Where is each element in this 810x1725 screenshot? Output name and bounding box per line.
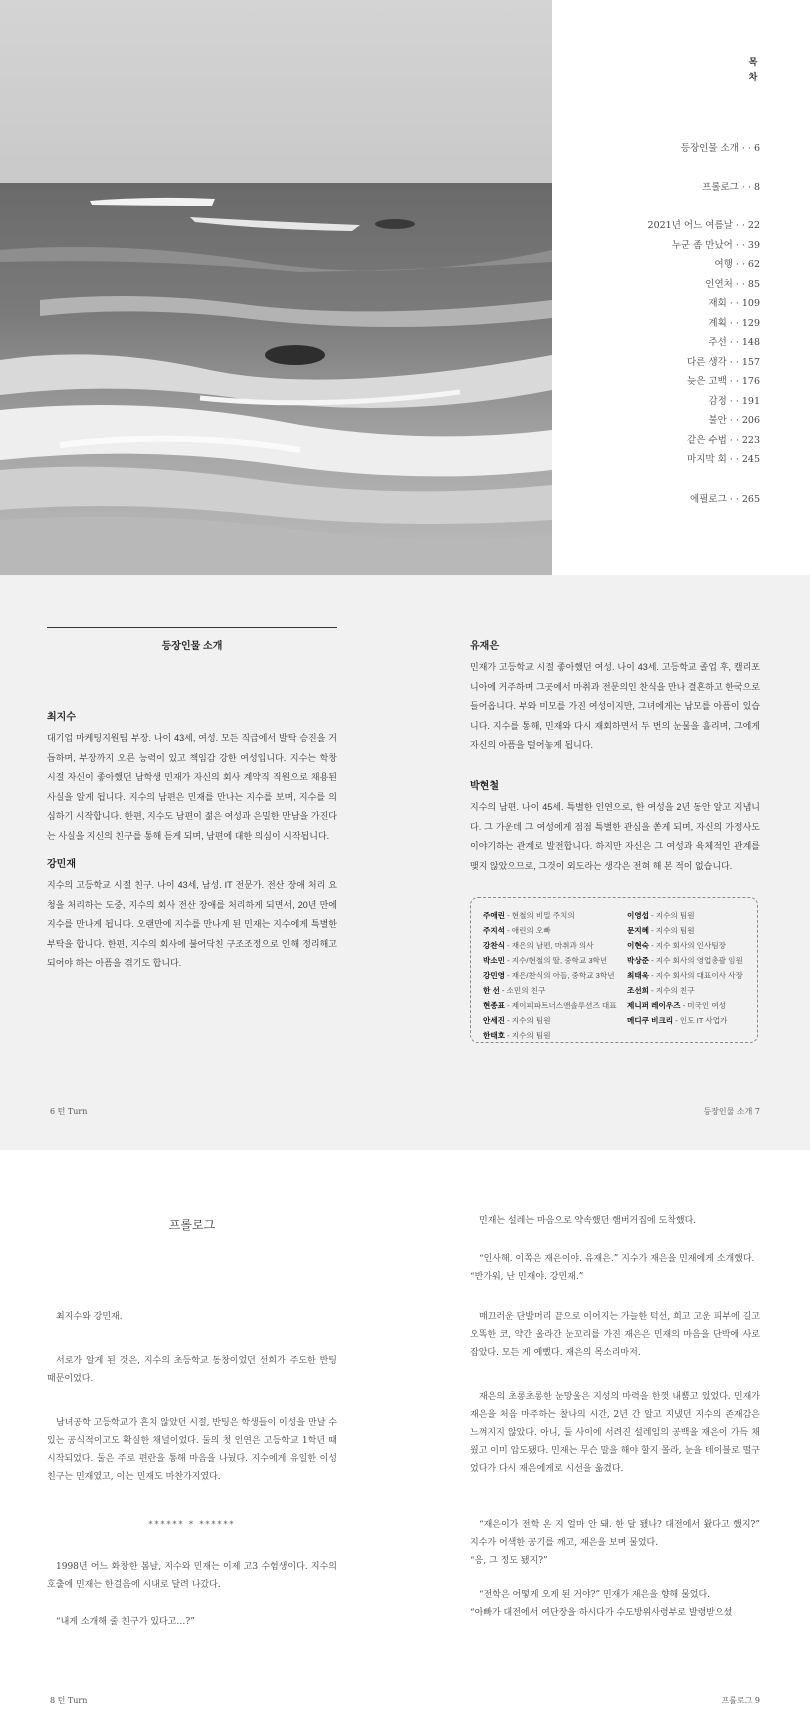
toc-item[interactable]: 같은 수법 · · 223 [687, 434, 760, 446]
paragraph: 최지수와 강민재. [56, 1312, 123, 1322]
page-number-left: 6 턴 Turn [50, 1107, 88, 1116]
paragraph: 매끄러운 단발머리 끝으로 이어지는 가늘한 턱선, 희고 고운 피부에 길고 오똑한 코, 약간 올라간 눈꼬리를 가진 재은은 민재의 마음을 단박에 사로잡았다. 모든 게 예뻤다. 재은의 목소리마저. [470, 1312, 760, 1358]
minor-cast-entry: 조선희 - 지수의 친구 [627, 986, 695, 995]
paragraph: “재은이가 전학 온 지 얼마 안 돼. 한 달 됐나? 대전에서 왔다고 했지?” 지수가 어색한 공기를 깨고, 재은을 보며 물었다. “응, 그 정도 됐지?” [470, 1520, 760, 1566]
character-name: 박현철 [470, 781, 499, 792]
toc-title-line1: 목 [748, 58, 758, 68]
toc-item[interactable]: 늦은 고백 · · 176 [687, 376, 760, 387]
paragraph: “전학은 어떻게 오게 된 거야?” 민재가 재은을 향해 물었다. “아빠가 대전에서 여단장을 하시다가 수도방위사령부로 발령받으셨 [470, 1590, 733, 1618]
toc-item[interactable]: 재회 · · 109 [708, 298, 760, 309]
table-of-contents [552, 0, 810, 575]
toc-item[interactable]: 2021년 어느 여름날 · · 22 [647, 220, 760, 231]
character-block [47, 855, 337, 974]
toc-item[interactable]: 마지막 회 · · 245 [687, 454, 760, 465]
character-block [470, 637, 760, 756]
toc-item[interactable]: 에필로그 · · 265 [690, 493, 760, 505]
minor-cast-entry: 강민영 - 재은/찬식의 아들, 중학교 3학년 [483, 971, 615, 980]
toc-item[interactable]: 불안 · · 206 [708, 415, 760, 426]
character-description: 대기업 마케팅지원팀 부장. 나이 43세, 여성. 모든 직급에서 발탁 승진을 거듭하며, 부장까지 오른 능력이 있고 책임감 강한 여성입니다. 지수는 학창 시절 자신이 좋아했던 남학생 민재가 자신의 회사 계약직 직원으로 채용된 사실을 알게 됩니다. 지수의 남편은 민재를 만나는 지수를 보며, 지수를 의심하기 시작합니다. 한편, 지수도 남편이 젊은 여성과 은밀한 만남을 가진다는 사실을 지신의 친구를 통해 듣게 되며, 남편에 대한 의심이 시작됩니다. [47, 733, 337, 841]
page-number-right: 프롤로그 9 [721, 1696, 760, 1705]
toc-item[interactable]: 인연처 · · 85 [705, 278, 760, 290]
paragraph: 서로가 알게 된 것은, 지수의 초등학교 동창이었던 선희가 주도한 반팅 때문이었다. [47, 1356, 337, 1384]
paragraph: 남녀공학 고등학교가 흔치 않았던 시절, 반팅은 학생들이 이성을 만날 수 있는 공식적이고도 확실한 채널이었다. 둘의 첫 인연은 고등학교 1학년 때 시작되었다. 둘은 주로 편란을 통해 마음을 나눴다. 지수에게 유일한 이성 친구는 민재였고, 이는 민재도 마찬가지였다. [47, 1418, 337, 1482]
minor-cast-box [470, 897, 758, 1043]
toc-item[interactable]: 등장인물 소개 · · 6 [680, 143, 760, 154]
minor-cast-entry: 한 선 - 소민의 친구 [483, 986, 546, 995]
paragraph: “인사해. 이쪽은 재은이야. 유재은.” 지수가 재은을 민재에게 소개했다. “반가워, 난 민재야. 강민재.” [470, 1254, 755, 1282]
minor-cast-entry: 강찬식 - 재은의 남편, 마취과 의사 [483, 941, 594, 950]
chapter-title: 프롤로그 [168, 1218, 216, 1232]
toc-spread [0, 0, 810, 575]
paragraph: 민재는 설레는 마음으로 약속했던 햄버거집에 도착했다. [479, 1216, 697, 1226]
character-block [47, 708, 337, 846]
character-description: 지수의 남편. 나이 45세. 특별한 인연으로, 한 여성을 2년 동안 알고 지냅니다. 그 가운데 그 여성에게 점점 특별한 관심을 쏟게 되며, 자신의 가정사도 이야기하는 관계로 발전합니다. 하지만 자신은 그 여성과 육체적인 관계를 맺지 않았으므로, 그것이 외도라는 생각은 전혀 해 본 적이 없습니다. [470, 802, 760, 871]
character-block [470, 777, 760, 876]
toc-item[interactable]: 주선 · · 148 [708, 337, 760, 348]
minor-cast-entry: 최태욱 - 지수 회사의 대표이사 사장 [627, 971, 743, 980]
character-description: 지수의 고등학교 시절 친구. 나이 43세, 남성. IT 전문가. 전산 장애 처리 요청을 처리하는 도중, 지수의 회사 전산 장애를 처리하게 되면서, 20년 만에 지수를 만나게 됩니다. 오랜만에 지수를 만나게 된 민재는 지수에게 특별한 부탁을 합니다. 한편, 지수의 회사에 불어닥친 구조조정으로 인해 정리해고되어야 하는 아픔을 겪기도 합니다. [47, 880, 337, 968]
paragraph: 1998년 어느 화창한 봄날, 지수와 민재는 이제 고3 수험생이다. 지수의 호출에 민재는 한걸음에 시내로 달려 나갔다. [47, 1562, 337, 1590]
toc-title [746, 56, 760, 86]
character-description: 민재가 고등학교 시절 좋아했던 여성. 나이 43세. 고등학교 졸업 후, 캘리포니아에 거주하며 그곳에서 마취과 전문의인 찬식을 만나 결혼하고 한국으로 들어옵니다. 부와 미모를 가진 여성이지만, 그녀에게는 남모를 아픔이 있습니다. 지수를 통해, 민재와 다시 재회하면서 두 번의 눈물을 흘리며, 그에게 자신의 아픔을 털어놓게 됩니다. [470, 662, 760, 750]
minor-cast-entry: 제니퍼 레이우즈 - 미국인 여성 [627, 1001, 727, 1010]
character-name: 유재은 [470, 641, 499, 652]
minor-cast-entry: 박상준 - 지수 회사의 영업총괄 임원 [627, 956, 743, 965]
toc-item[interactable]: 여행 · · 62 [714, 259, 760, 270]
minor-cast-entry: 주애린 - 현철의 비밀 주치의 [483, 911, 575, 920]
section-separator: ****** * ****** [148, 1520, 236, 1529]
minor-cast-entry: 박소민 - 지수/현철의 딸, 중학교 3학년 [483, 956, 608, 965]
toc-item[interactable]: 프롤로그 · · 8 [702, 181, 760, 193]
page-number-left: 8 턴 Turn [50, 1696, 88, 1705]
page-number-right: 등장인물 소개 7 [703, 1107, 760, 1116]
toc-item[interactable]: 계획 · · 129 [708, 317, 760, 329]
minor-cast-entry: 문지혜 - 지수의 팀원 [627, 926, 695, 935]
character-name: 최지수 [47, 712, 76, 723]
minor-cast-entry: 메디쿠 비크리 - 인도 IT 사업가 [627, 1016, 728, 1025]
paragraph: 재은의 초롱초롱한 눈망울은 지성의 마력을 한껏 내뿜고 있었다. 민재가 재은을 처음 마주하는 찰나의 시간, 2년 간 알고 지냈던 지수의 존재감은 느껴지지 않았다. 아니, 둘 사이에 서려진 설레임의 공백을 재은이 가득 채웠고 이미 압도됐다. 민재는 무슨 말을 해야 할지 몰라, 눈을 테이블로 떨구었다가 다시 재은에게로 시선을 옮겼다. [470, 1392, 760, 1474]
character-name: 강민재 [47, 859, 76, 870]
toc-item[interactable]: 감정 · · 191 [708, 395, 760, 407]
cast-spread [0, 575, 810, 1150]
cast-page-title: 등장인물 소개 [161, 641, 223, 652]
prologue-spread [0, 1150, 810, 1725]
sea-photo-graphic [0, 0, 552, 575]
minor-cast-entry: 이현숙 - 지수 회사의 인사팀장 [627, 941, 727, 950]
toc-list [648, 139, 760, 509]
minor-cast-entry: 주지석 - 애린의 오빠 [483, 926, 551, 935]
paragraph: “내게 소개해 줄 친구가 있다고…?” [56, 1617, 195, 1627]
header-rule [47, 627, 337, 628]
minor-cast-entry: 안세진 - 지수의 팀원 [483, 1016, 551, 1025]
minor-cast-entry: 한태호 - 지수의 팀원 [483, 1031, 551, 1040]
toc-item[interactable]: 다른 생각 · · 157 [687, 356, 760, 368]
sea-photo [0, 0, 552, 575]
minor-cast-entry: 이영섭 - 지수의 팀원 [627, 911, 695, 920]
toc-title-line2: 차 [748, 73, 758, 83]
toc-item[interactable]: 누군 좀 만났어 · · 39 [671, 239, 760, 251]
minor-cast-entry: 현종표 - 제이피파트너스앤솔루션즈 대표 [483, 1001, 617, 1010]
